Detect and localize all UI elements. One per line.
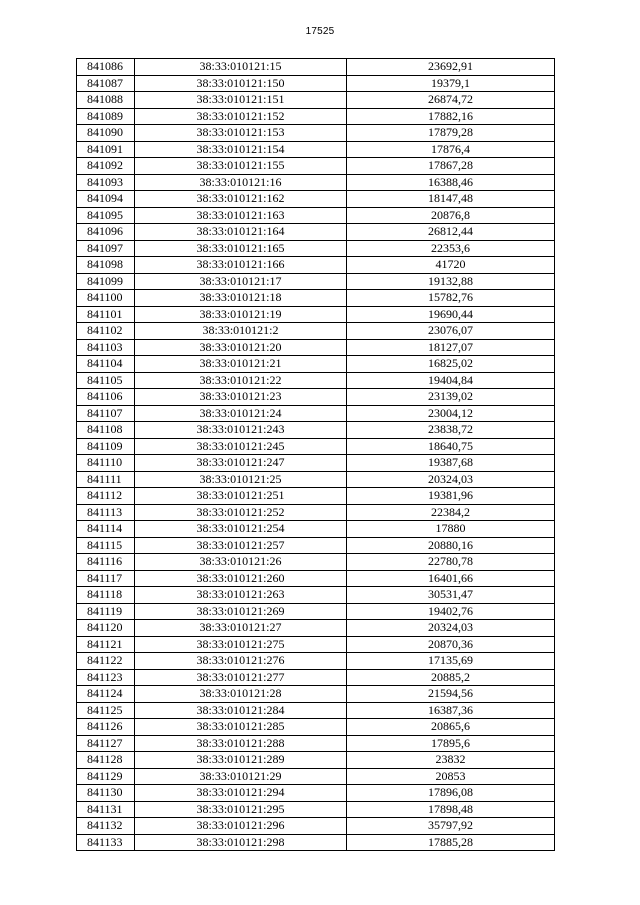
table-row xyxy=(77,438,555,455)
record-number-cell: 841130 xyxy=(77,785,135,802)
cadastral-number-cell: 38:33:010121:298 xyxy=(135,834,347,851)
cadastral-number-cell: 38:33:010121:252 xyxy=(135,504,347,521)
record-number-cell: 841107 xyxy=(77,405,135,422)
table-row xyxy=(77,719,555,736)
cadastral-number-cell: 38:33:010121:162 xyxy=(135,191,347,208)
table-row xyxy=(77,669,555,686)
record-number-cell: 841096 xyxy=(77,224,135,241)
value-cell: 18147,48 xyxy=(347,191,555,208)
record-number-cell: 841100 xyxy=(77,290,135,307)
cadastral-number-cell: 38:33:010121:26 xyxy=(135,554,347,571)
value-cell: 19690,44 xyxy=(347,306,555,323)
table-row xyxy=(77,306,555,323)
table-row xyxy=(77,422,555,439)
record-number-cell: 841105 xyxy=(77,372,135,389)
record-number-cell: 841118 xyxy=(77,587,135,604)
record-number-cell: 841106 xyxy=(77,389,135,406)
cadastral-number-cell: 38:33:010121:2 xyxy=(135,323,347,340)
record-number-cell: 841119 xyxy=(77,603,135,620)
value-cell: 20324,03 xyxy=(347,620,555,637)
table-row xyxy=(77,636,555,653)
cadastral-number-cell: 38:33:010121:163 xyxy=(135,207,347,224)
value-cell: 35797,92 xyxy=(347,818,555,835)
value-cell: 16401,66 xyxy=(347,570,555,587)
table-row xyxy=(77,372,555,389)
record-number-cell: 841110 xyxy=(77,455,135,472)
table-row xyxy=(77,587,555,604)
cadastral-number-cell: 38:33:010121:152 xyxy=(135,108,347,125)
value-cell: 17879,28 xyxy=(347,125,555,142)
table-row xyxy=(77,240,555,257)
record-number-cell: 841120 xyxy=(77,620,135,637)
value-cell: 20865,6 xyxy=(347,719,555,736)
page-number: 17525 xyxy=(305,26,335,37)
record-number-cell: 841113 xyxy=(77,504,135,521)
cadastral-number-cell: 38:33:010121:164 xyxy=(135,224,347,241)
record-number-cell: 841102 xyxy=(77,323,135,340)
record-number-cell: 841090 xyxy=(77,125,135,142)
table-row xyxy=(77,471,555,488)
value-cell: 20324,03 xyxy=(347,471,555,488)
cadastral-number-cell: 38:33:010121:27 xyxy=(135,620,347,637)
record-number-cell: 841114 xyxy=(77,521,135,538)
value-cell: 17876,4 xyxy=(347,141,555,158)
value-cell: 19387,68 xyxy=(347,455,555,472)
table-row xyxy=(77,504,555,521)
record-number-cell: 841087 xyxy=(77,75,135,92)
table-row xyxy=(77,702,555,719)
record-number-cell: 841089 xyxy=(77,108,135,125)
table-row xyxy=(77,389,555,406)
cadastral-number-cell: 38:33:010121:22 xyxy=(135,372,347,389)
table-row xyxy=(77,570,555,587)
table-row xyxy=(77,273,555,290)
record-number-cell: 841088 xyxy=(77,92,135,109)
value-cell: 19404,84 xyxy=(347,372,555,389)
value-cell: 19379,1 xyxy=(347,75,555,92)
cadastral-number-cell: 38:33:010121:16 xyxy=(135,174,347,191)
table-row xyxy=(77,785,555,802)
value-cell: 17898,48 xyxy=(347,801,555,818)
cadastral-number-cell: 38:33:010121:153 xyxy=(135,125,347,142)
value-cell: 20876,8 xyxy=(347,207,555,224)
table-row xyxy=(77,405,555,422)
table-row xyxy=(77,603,555,620)
table-row xyxy=(77,207,555,224)
table-body xyxy=(77,59,555,851)
value-cell: 15782,76 xyxy=(347,290,555,307)
cadastral-number-cell: 38:33:010121:243 xyxy=(135,422,347,439)
record-number-cell: 841095 xyxy=(77,207,135,224)
cadastral-number-cell: 38:33:010121:295 xyxy=(135,801,347,818)
value-cell: 23004,12 xyxy=(347,405,555,422)
value-cell: 17896,08 xyxy=(347,785,555,802)
cadastral-number-cell: 38:33:010121:260 xyxy=(135,570,347,587)
table-row xyxy=(77,455,555,472)
record-number-cell: 841116 xyxy=(77,554,135,571)
record-number-cell: 841117 xyxy=(77,570,135,587)
record-number-cell: 841115 xyxy=(77,537,135,554)
value-cell: 22780,78 xyxy=(347,554,555,571)
value-cell: 17880 xyxy=(347,521,555,538)
cadastral-number-cell: 38:33:010121:24 xyxy=(135,405,347,422)
cadastral-number-cell: 38:33:010121:245 xyxy=(135,438,347,455)
cadastral-number-cell: 38:33:010121:277 xyxy=(135,669,347,686)
record-number-cell: 841112 xyxy=(77,488,135,505)
value-cell: 26812,44 xyxy=(347,224,555,241)
table-row xyxy=(77,752,555,769)
record-number-cell: 841108 xyxy=(77,422,135,439)
table-row xyxy=(77,818,555,835)
value-cell: 18127,07 xyxy=(347,339,555,356)
table-row xyxy=(77,653,555,670)
cadastral-number-cell: 38:33:010121:19 xyxy=(135,306,347,323)
land-registry-table xyxy=(76,58,555,851)
cadastral-number-cell: 38:33:010121:21 xyxy=(135,356,347,373)
value-cell: 26874,72 xyxy=(347,92,555,109)
value-cell: 21594,56 xyxy=(347,686,555,703)
value-cell: 17867,28 xyxy=(347,158,555,175)
table-row xyxy=(77,92,555,109)
record-number-cell: 841126 xyxy=(77,719,135,736)
table-row xyxy=(77,125,555,142)
cadastral-number-cell: 38:33:010121:276 xyxy=(135,653,347,670)
cadastral-number-cell: 38:33:010121:23 xyxy=(135,389,347,406)
cadastral-number-cell: 38:33:010121:17 xyxy=(135,273,347,290)
cadastral-number-cell: 38:33:010121:151 xyxy=(135,92,347,109)
table-row xyxy=(77,801,555,818)
cadastral-number-cell: 38:33:010121:269 xyxy=(135,603,347,620)
table-row xyxy=(77,323,555,340)
table-row xyxy=(77,620,555,637)
record-number-cell: 841094 xyxy=(77,191,135,208)
cadastral-number-cell: 38:33:010121:257 xyxy=(135,537,347,554)
value-cell: 16825,02 xyxy=(347,356,555,373)
record-number-cell: 841133 xyxy=(77,834,135,851)
value-cell: 20880,16 xyxy=(347,537,555,554)
cadastral-number-cell: 38:33:010121:165 xyxy=(135,240,347,257)
table-row xyxy=(77,488,555,505)
value-cell: 41720 xyxy=(347,257,555,274)
record-number-cell: 841086 xyxy=(77,59,135,76)
table-row xyxy=(77,174,555,191)
record-number-cell: 841111 xyxy=(77,471,135,488)
cadastral-number-cell: 38:33:010121:263 xyxy=(135,587,347,604)
value-cell: 19381,96 xyxy=(347,488,555,505)
table-row xyxy=(77,257,555,274)
record-number-cell: 841104 xyxy=(77,356,135,373)
value-cell: 23139,02 xyxy=(347,389,555,406)
record-number-cell: 841124 xyxy=(77,686,135,703)
value-cell: 20885,2 xyxy=(347,669,555,686)
cadastral-number-cell: 38:33:010121:275 xyxy=(135,636,347,653)
record-number-cell: 841091 xyxy=(77,141,135,158)
cadastral-number-cell: 38:33:010121:284 xyxy=(135,702,347,719)
value-cell: 17885,28 xyxy=(347,834,555,851)
record-number-cell: 841099 xyxy=(77,273,135,290)
cadastral-number-cell: 38:33:010121:28 xyxy=(135,686,347,703)
record-number-cell: 841092 xyxy=(77,158,135,175)
cadastral-number-cell: 38:33:010121:20 xyxy=(135,339,347,356)
table-row xyxy=(77,108,555,125)
record-number-cell: 841123 xyxy=(77,669,135,686)
table-row xyxy=(77,158,555,175)
value-cell: 22384,2 xyxy=(347,504,555,521)
value-cell: 16387,36 xyxy=(347,702,555,719)
cadastral-number-cell: 38:33:010121:166 xyxy=(135,257,347,274)
value-cell: 23076,07 xyxy=(347,323,555,340)
table-row xyxy=(77,554,555,571)
table-row xyxy=(77,521,555,538)
cadastral-number-cell: 38:33:010121:251 xyxy=(135,488,347,505)
cadastral-number-cell: 38:33:010121:25 xyxy=(135,471,347,488)
value-cell: 20853 xyxy=(347,768,555,785)
value-cell: 22353,6 xyxy=(347,240,555,257)
cadastral-number-cell: 38:33:010121:289 xyxy=(135,752,347,769)
record-number-cell: 841132 xyxy=(77,818,135,835)
value-cell: 17135,69 xyxy=(347,653,555,670)
record-number-cell: 841127 xyxy=(77,735,135,752)
record-number-cell: 841098 xyxy=(77,257,135,274)
record-number-cell: 841121 xyxy=(77,636,135,653)
value-cell: 17882,16 xyxy=(347,108,555,125)
record-number-cell: 841109 xyxy=(77,438,135,455)
cadastral-number-cell: 38:33:010121:154 xyxy=(135,141,347,158)
cadastral-number-cell: 38:33:010121:294 xyxy=(135,785,347,802)
cadastral-number-cell: 38:33:010121:150 xyxy=(135,75,347,92)
table-row xyxy=(77,339,555,356)
record-number-cell: 841131 xyxy=(77,801,135,818)
table-row xyxy=(77,356,555,373)
value-cell: 20870,36 xyxy=(347,636,555,653)
table-row xyxy=(77,224,555,241)
table-row xyxy=(77,686,555,703)
cadastral-number-cell: 38:33:010121:285 xyxy=(135,719,347,736)
value-cell: 19402,76 xyxy=(347,603,555,620)
cadastral-number-cell: 38:33:010121:247 xyxy=(135,455,347,472)
value-cell: 17895,6 xyxy=(347,735,555,752)
value-cell: 30531,47 xyxy=(347,587,555,604)
table-row xyxy=(77,537,555,554)
cadastral-number-cell: 38:33:010121:29 xyxy=(135,768,347,785)
record-number-cell: 841093 xyxy=(77,174,135,191)
record-number-cell: 841129 xyxy=(77,768,135,785)
table-row xyxy=(77,735,555,752)
table-row xyxy=(77,290,555,307)
record-number-cell: 841128 xyxy=(77,752,135,769)
table-row xyxy=(77,141,555,158)
cadastral-number-cell: 38:33:010121:155 xyxy=(135,158,347,175)
table-row xyxy=(77,75,555,92)
cadastral-number-cell: 38:33:010121:288 xyxy=(135,735,347,752)
record-number-cell: 841122 xyxy=(77,653,135,670)
value-cell: 23692,91 xyxy=(347,59,555,76)
value-cell: 23838,72 xyxy=(347,422,555,439)
record-number-cell: 841103 xyxy=(77,339,135,356)
table-row xyxy=(77,768,555,785)
table-row xyxy=(77,834,555,851)
table-row xyxy=(77,191,555,208)
record-number-cell: 841125 xyxy=(77,702,135,719)
value-cell: 18640,75 xyxy=(347,438,555,455)
cadastral-number-cell: 38:33:010121:296 xyxy=(135,818,347,835)
cadastral-number-cell: 38:33:010121:15 xyxy=(135,59,347,76)
record-number-cell: 841097 xyxy=(77,240,135,257)
cadastral-number-cell: 38:33:010121:254 xyxy=(135,521,347,538)
value-cell: 19132,88 xyxy=(347,273,555,290)
value-cell: 16388,46 xyxy=(347,174,555,191)
record-number-cell: 841101 xyxy=(77,306,135,323)
value-cell: 23832 xyxy=(347,752,555,769)
cadastral-number-cell: 38:33:010121:18 xyxy=(135,290,347,307)
table-row xyxy=(77,59,555,76)
